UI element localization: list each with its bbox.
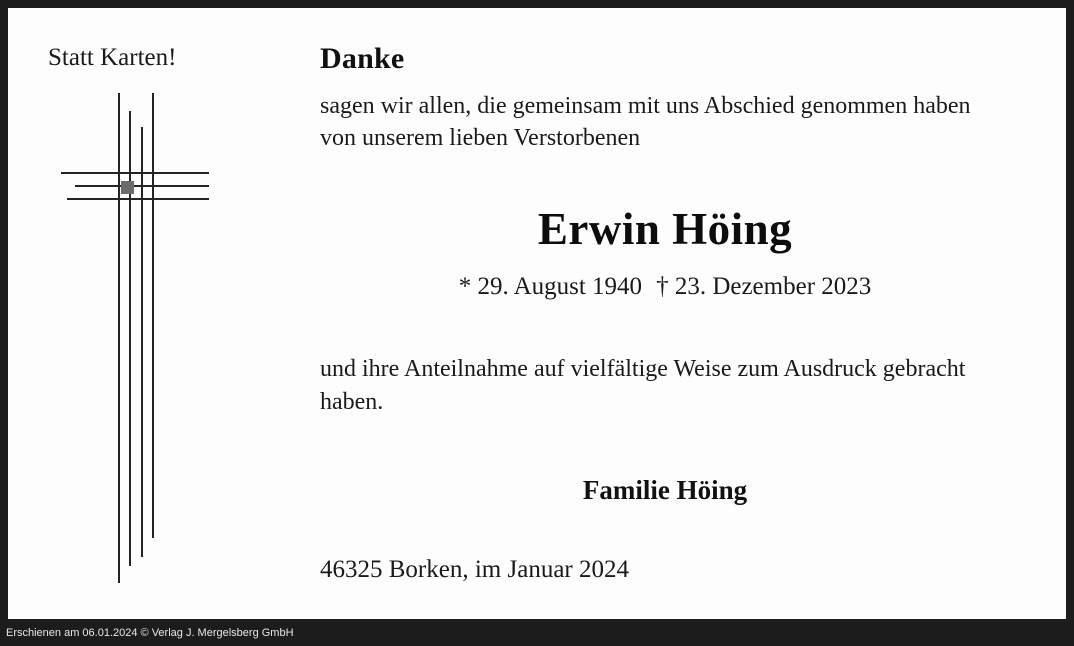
birth-date: * 29. August 1940	[458, 273, 643, 300]
footer-text: Erschienen am 06.01.2024 © Verlag J. Mergelsberg GmbH	[6, 626, 294, 639]
footer-bar	[0, 619, 1074, 646]
right-column	[308, 8, 1046, 619]
danke-heading: Danke	[320, 42, 405, 75]
cross-icon	[53, 93, 253, 583]
card-inner	[8, 8, 1066, 619]
left-column	[8, 8, 298, 619]
life-dates	[320, 273, 1010, 301]
body-text: und ihre Anteilnahme auf vielfältige Weise zum Ausdruck gebracht haben.	[320, 356, 966, 416]
death-date: † 23. Dezember 2023	[656, 273, 872, 300]
statt-karten-label: Statt Karten!	[48, 44, 177, 71]
deceased-name: Erwin Höing	[537, 204, 793, 254]
obituary-card	[8, 8, 1066, 619]
intro-text: sagen wir allen, die gemeinsam mit uns Abschied genommen haben von unserem lieben Verstorbenen	[320, 93, 971, 152]
place-and-date: 46325 Borken, im Januar 2024	[320, 556, 629, 583]
cross-accent-square	[121, 181, 134, 194]
family-signature: Familie Höing	[582, 475, 748, 505]
